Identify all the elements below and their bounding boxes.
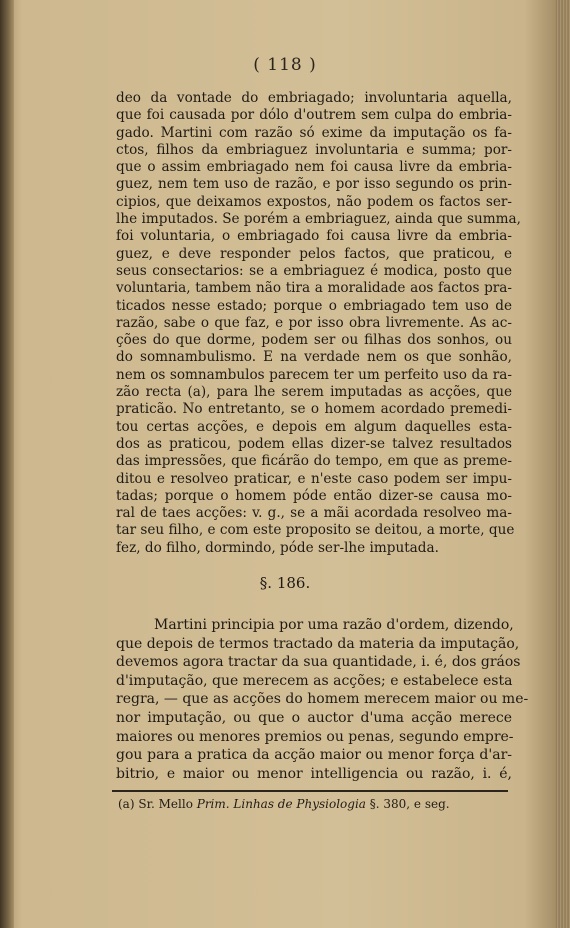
text-line: gou para a pratica da acção maior ou menor força d'ar-: [116, 747, 512, 764]
text-line: maiores ou menores premios ou penas, segundo empre-: [116, 728, 514, 745]
footnote-reference: §. 380, e seg.: [369, 797, 450, 811]
text-line: Martini principia por uma razão d'ordem, dizendo,: [154, 617, 514, 633]
text-line: do somnambulismo. E na verdade nem os que sonhão,: [116, 349, 512, 366]
text-line: seus consectarios: se a embriaguez é modica, posto que: [116, 262, 512, 279]
text-line: razão, sabe o que faz, e por isso obra livremente. As ac-: [116, 314, 512, 331]
text-line: ctos, filhos da embriaguez involuntaria e summa; por-: [116, 141, 512, 158]
text-line: cipios, que deixamos expostos, não podem os factos ser-: [116, 193, 512, 210]
footnote-marker: (a): [118, 797, 135, 811]
text-line: dos as praticou, podem ellas dizer-se talvez resultados: [116, 435, 512, 452]
text-line: ral de taes acções: v. g., se a mãi acordada resolveo ma-: [116, 505, 512, 522]
text-line: praticão. No entretanto, se o homem acordado premedi-: [116, 401, 512, 418]
text-line: regra, — que as acções do homem merecem maior ou me-: [116, 691, 529, 708]
text-line: foi voluntaria, o embriagado foi causa livre da embria-: [116, 228, 512, 245]
text-line: fez, do filho, dormindo, póde ser-lhe imputada.: [116, 539, 439, 556]
text-line: lhe imputados. Se porém a embriaguez, ainda que summa,: [116, 211, 521, 228]
footnote-title: Prim. Linhas de Physiologia: [196, 797, 366, 811]
text-line: d'imputação, que merecem as acções; e estabelece esta: [116, 672, 513, 689]
footnote: [118, 797, 508, 811]
text-line: que o assim embriagado nem foi causa livre da embria-: [116, 159, 512, 176]
footnote-author: Sr. Mello: [138, 797, 193, 811]
text-line: voluntaria, tambem não tira a moralidade aos factos pra-: [116, 280, 512, 297]
text-line: bitrio, e maior ou menor intelligencia ou razão, i. é,: [116, 765, 512, 782]
main-paragraph: [116, 90, 521, 557]
text-line: ticados nesse estado; porque o embriagado tem uso de: [116, 297, 512, 314]
text-line: das impressões, que ficárão do tempo, em que as preme-: [116, 453, 512, 470]
text-line: guez, nem tem uso de razão, e por isso segundo os prin-: [116, 176, 512, 193]
section-paragraph: [116, 616, 529, 783]
text-line: zão recta (a), para lhe serem imputadas as acções, que: [116, 384, 512, 401]
text-line: devemos agora tractar da sua quantidade, i. é, dos gráos: [116, 654, 521, 671]
text-line: que foi causada por dólo d'outrem sem culpa do embria-: [116, 107, 512, 124]
page-number: ( 118 ): [253, 55, 317, 75]
text-line: deo da vontade do embriagado; involuntaria aquella,: [116, 90, 512, 106]
book-spine: [0, 0, 14, 928]
text-line: tou certas acções, e depois em algum daquelles esta-: [116, 418, 512, 435]
text-line: ditou e resolveo praticar, e n'este caso podem ser impu-: [116, 470, 512, 487]
text-line: nem os somnambulos parecem ter um perfeito uso da ra-: [116, 366, 512, 383]
text-line: que depois de termos tractado da materia da imputação,: [116, 635, 520, 652]
text-line: tadas; porque o homem póde então dizer-se causa mo-: [116, 487, 512, 504]
text-line: nor imputação, ou que o auctor d'uma acção merece: [116, 709, 512, 726]
text-line: gado. Martini com razão só exime da imputação os fa-: [116, 124, 512, 141]
text-line: tar seu filho, e com este proposito se deitou, a morte, que: [116, 522, 515, 539]
text-line: guez, e deve responder pelos factos, que praticou, e: [116, 245, 512, 262]
footnote-divider: [112, 790, 508, 792]
page-edges: [556, 0, 570, 928]
text-line: ções do que dorme, podem ser ou filhas dos sonhos, ou: [116, 332, 512, 349]
section-heading: §. 186.: [259, 574, 311, 592]
